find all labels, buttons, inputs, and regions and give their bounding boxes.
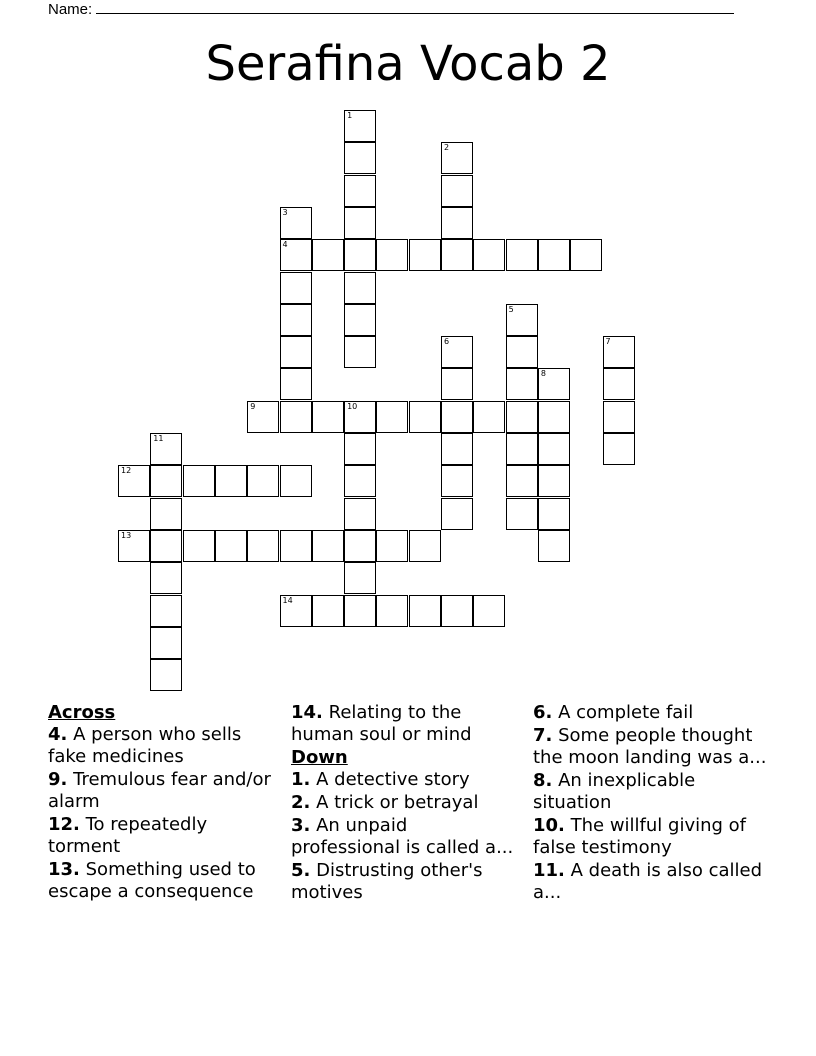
grid-cell[interactable] (312, 595, 344, 627)
grid-cell[interactable] (344, 304, 376, 336)
clue-down-3: 3. An unpaid professional is called a... (291, 815, 514, 858)
clue-number: 1 (347, 111, 353, 120)
grid-cell[interactable] (441, 142, 473, 174)
grid-cell[interactable] (409, 239, 441, 271)
grid-cell[interactable] (280, 465, 312, 497)
grid-cell[interactable] (344, 142, 376, 174)
grid-cell[interactable] (409, 530, 441, 562)
grid-cell[interactable] (570, 239, 602, 271)
grid-cell[interactable] (441, 239, 473, 271)
grid-cell[interactable] (215, 530, 247, 562)
clue-down-6: 6. A complete fail (533, 702, 694, 723)
grid-cell[interactable] (603, 336, 635, 368)
grid-cell[interactable] (280, 368, 312, 400)
grid-cell[interactable] (441, 368, 473, 400)
grid-cell[interactable] (376, 595, 408, 627)
grid-cell[interactable] (280, 239, 312, 271)
grid-cell[interactable] (409, 401, 441, 433)
clue-number: 2 (444, 143, 450, 153)
grid-cell[interactable] (344, 401, 376, 433)
grid-cell[interactable] (473, 595, 505, 627)
grid-cell[interactable] (150, 659, 182, 691)
clue-number: 3 (282, 207, 288, 217)
clue-number: 9 (250, 401, 256, 411)
grid-cell[interactable] (344, 110, 376, 142)
grid-cell[interactable] (150, 530, 182, 562)
grid-cell[interactable] (506, 336, 538, 368)
clue-column-1 (48, 702, 278, 904)
grid-cell[interactable] (538, 465, 570, 497)
grid-cell[interactable] (247, 465, 279, 497)
grid-cell[interactable] (538, 239, 570, 271)
grid-cell[interactable] (441, 433, 473, 465)
grid-cell[interactable] (150, 562, 182, 594)
grid-cell[interactable] (183, 465, 215, 497)
grid-cell[interactable] (409, 595, 441, 627)
grid-cell[interactable] (280, 401, 312, 433)
grid-cell[interactable] (150, 498, 182, 530)
grid-cell[interactable] (280, 207, 312, 239)
clue-down-11: 11. A death is also called a... (533, 860, 763, 903)
grid-cell[interactable] (538, 401, 570, 433)
grid-cell[interactable] (215, 465, 247, 497)
clue-down-10: 10. The willful giving of false testimony (533, 815, 747, 858)
grid-cell[interactable] (344, 465, 376, 497)
grid-cell[interactable] (538, 368, 570, 400)
clue-number: 10 (347, 401, 358, 411)
grid-cell[interactable] (344, 530, 376, 562)
grid-cell[interactable] (312, 239, 344, 271)
clue-number: 4 (282, 240, 288, 250)
page-title: Serafina Vocab 2 (205, 36, 611, 92)
clue-number: 11 (153, 434, 164, 443)
grid-cell[interactable] (247, 530, 279, 562)
grid-cell[interactable] (344, 433, 376, 465)
clue-number: 5 (508, 304, 514, 314)
grid-cell[interactable] (538, 498, 570, 530)
clue-down-7: 7. Some people thought the moon landing was a... (533, 725, 767, 768)
grid-cell[interactable] (150, 465, 182, 497)
grid-cell[interactable] (150, 433, 182, 465)
grid-cell[interactable] (603, 433, 635, 465)
grid-cell[interactable] (344, 336, 376, 368)
clue-across-9: 9. Tremulous fear and/or alarm (48, 769, 271, 812)
clue-column-3 (533, 702, 768, 905)
clue-down-2: 2. A trick or betrayal (291, 792, 479, 813)
grid-cell[interactable] (344, 175, 376, 207)
clue-down-1: 1. A detective story (291, 769, 470, 790)
grid-cell[interactable] (280, 530, 312, 562)
grid-cell[interactable] (150, 627, 182, 659)
grid-cell[interactable] (280, 336, 312, 368)
grid-cell[interactable] (441, 465, 473, 497)
grid-cell[interactable] (344, 239, 376, 271)
grid-cell[interactable] (312, 530, 344, 562)
clue-across-12: 12. To repeatedly torment (48, 814, 208, 857)
clue-number: 8 (540, 369, 546, 379)
grid-cell[interactable] (473, 401, 505, 433)
clue-across-4: 4. A person who sells fake medicines (48, 724, 242, 767)
grid-cell[interactable] (344, 562, 376, 594)
grid-cell[interactable] (441, 175, 473, 207)
grid-cell[interactable] (603, 401, 635, 433)
grid-cell[interactable] (150, 595, 182, 627)
down-header: Down (291, 747, 348, 768)
grid-cell[interactable] (344, 207, 376, 239)
grid-cell[interactable] (280, 595, 312, 627)
grid-cell[interactable] (376, 530, 408, 562)
grid-cell[interactable] (506, 304, 538, 336)
grid-cell[interactable] (506, 239, 538, 271)
clue-across-14: 14. Relating to the human soul or mind (291, 702, 472, 745)
grid-cell[interactable] (441, 498, 473, 530)
grid-cell[interactable] (441, 336, 473, 368)
clue-column-2 (291, 702, 516, 905)
grid-cell[interactable] (506, 433, 538, 465)
grid-cell[interactable] (506, 498, 538, 530)
clue-number: 12 (121, 466, 132, 476)
grid-cell[interactable] (247, 401, 279, 433)
grid-cell[interactable] (538, 530, 570, 562)
across-header: Across (48, 702, 116, 723)
clue-number: 14 (282, 595, 293, 605)
clue-down-5: 5. Distrusting other's motives (291, 860, 483, 903)
grid-cell[interactable] (312, 401, 344, 433)
grid-cell[interactable] (538, 433, 570, 465)
grid-cell[interactable] (118, 530, 150, 562)
grid-cell[interactable] (376, 401, 408, 433)
grid-cell[interactable] (280, 304, 312, 336)
grid-cell[interactable] (441, 207, 473, 239)
grid-cell[interactable] (506, 401, 538, 433)
grid-cell[interactable] (506, 465, 538, 497)
grid-cell[interactable] (441, 595, 473, 627)
clue-number: 13 (121, 530, 132, 540)
grid-cell[interactable] (344, 595, 376, 627)
grid-cell[interactable] (473, 239, 505, 271)
grid-cell[interactable] (344, 272, 376, 304)
clue-number: 6 (444, 337, 450, 347)
grid-cell[interactable] (183, 530, 215, 562)
clue-across-13: 13. Something used to escape a consequence (48, 859, 256, 902)
grid-cell[interactable] (506, 368, 538, 400)
clue-down-8: 8. An inexplicable situation (533, 770, 696, 813)
grid-cell[interactable] (280, 272, 312, 304)
grid-cell[interactable] (118, 465, 150, 497)
grid-cell[interactable] (441, 401, 473, 433)
grid-cell[interactable] (344, 498, 376, 530)
name-label: Name: (48, 1, 93, 18)
grid-cell[interactable] (603, 368, 635, 400)
grid-cell[interactable] (376, 239, 408, 271)
clue-number: 7 (605, 337, 611, 347)
